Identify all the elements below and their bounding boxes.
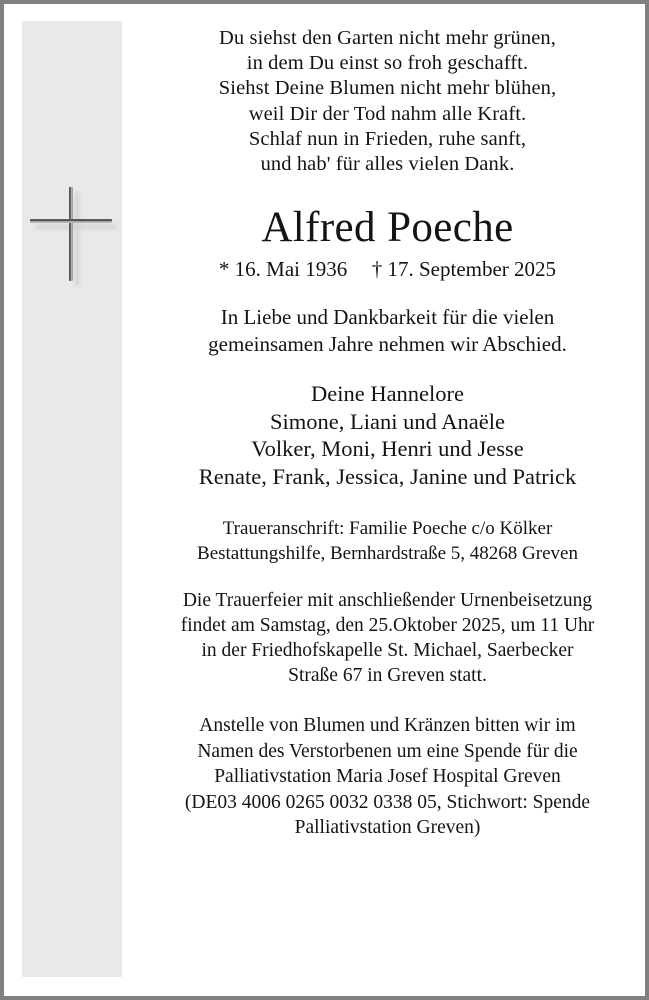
birth-symbol: *: [218, 257, 230, 282]
birth-date: 16. Mai 1936: [234, 257, 348, 282]
donation-line: Anstelle von Blumen und Kränzen bitten wir im: [199, 715, 576, 737]
ceremony-line: in der Friedhofskapelle St. Michael, Saerbecker: [201, 640, 574, 662]
family-line: Renate, Frank, Jessica, Janine und Patrick: [198, 463, 577, 489]
cross-icon: [22, 179, 122, 289]
cross-icon-body: [22, 179, 122, 289]
donation-line: Palliativstation Maria Josef Hospital Greven: [214, 766, 561, 788]
ceremony-line: findet am Samstag, den 25.Oktober 2025, um 11 Uhr: [180, 615, 595, 637]
donation-line: (DE03 4006 0265 0032 0338 05, Stichwort: Spende: [184, 791, 591, 813]
life-dates: [130, 256, 645, 282]
decorative-side-panel: [22, 21, 122, 977]
ceremony-line: Die Trauerfeier mit anschließender Urnenbeisetzung: [182, 590, 593, 612]
family-line: Simone, Liani und Anaële: [270, 408, 505, 434]
family-line: Deine Hannelore: [310, 381, 465, 407]
family-line: Volker, Moni, Henri und Jesse: [251, 436, 524, 462]
poem-line: Du siehst den Garten nicht mehr grünen,: [219, 27, 556, 49]
farewell-message: [130, 304, 645, 357]
donation-request: [130, 713, 645, 841]
poem-line: und hab' für alles vielen Dank.: [260, 153, 515, 176]
notice-content: [130, 4, 645, 1000]
farewell-line: In Liebe und Dankbarkeit für die vielen: [220, 305, 555, 330]
mourning-address: [130, 516, 645, 566]
family-members: [130, 380, 645, 490]
poem-line: Schlaf nun in Frieden, ruhe sanft,: [248, 127, 527, 150]
funeral-ceremony-details: [130, 588, 645, 688]
ceremony-line: Straße 67 in Greven statt.: [288, 665, 487, 687]
poem-line: in dem Du einst so froh geschafft.: [246, 52, 529, 75]
address-line: Traueranschrift: Familie Poeche c/o Kölker: [222, 518, 553, 540]
memorial-poem: [130, 26, 645, 177]
poem-line: weil Dir der Tod nahm alle Kraft.: [248, 102, 527, 125]
cross-vertical-bar: [69, 187, 73, 281]
deceased-name: Alfred Poeche: [261, 204, 514, 252]
donation-line: Palliativstation Greven): [294, 817, 481, 839]
death-symbol: †: [371, 257, 383, 282]
donation-line: Namen des Verstorbenen um eine Spende für die: [197, 740, 578, 762]
poem-line: Siehst Deine Blumen nicht mehr blühen,: [218, 77, 557, 100]
death-date: 17. September 2025: [387, 257, 557, 282]
cross-horizontal-bar: [30, 219, 112, 223]
address-line: Bestattungshilfe, Bernhardstraße 5, 48268 Greven: [197, 543, 578, 565]
farewell-line: gemeinsamen Jahre nehmen wir Abschied.: [208, 331, 567, 356]
